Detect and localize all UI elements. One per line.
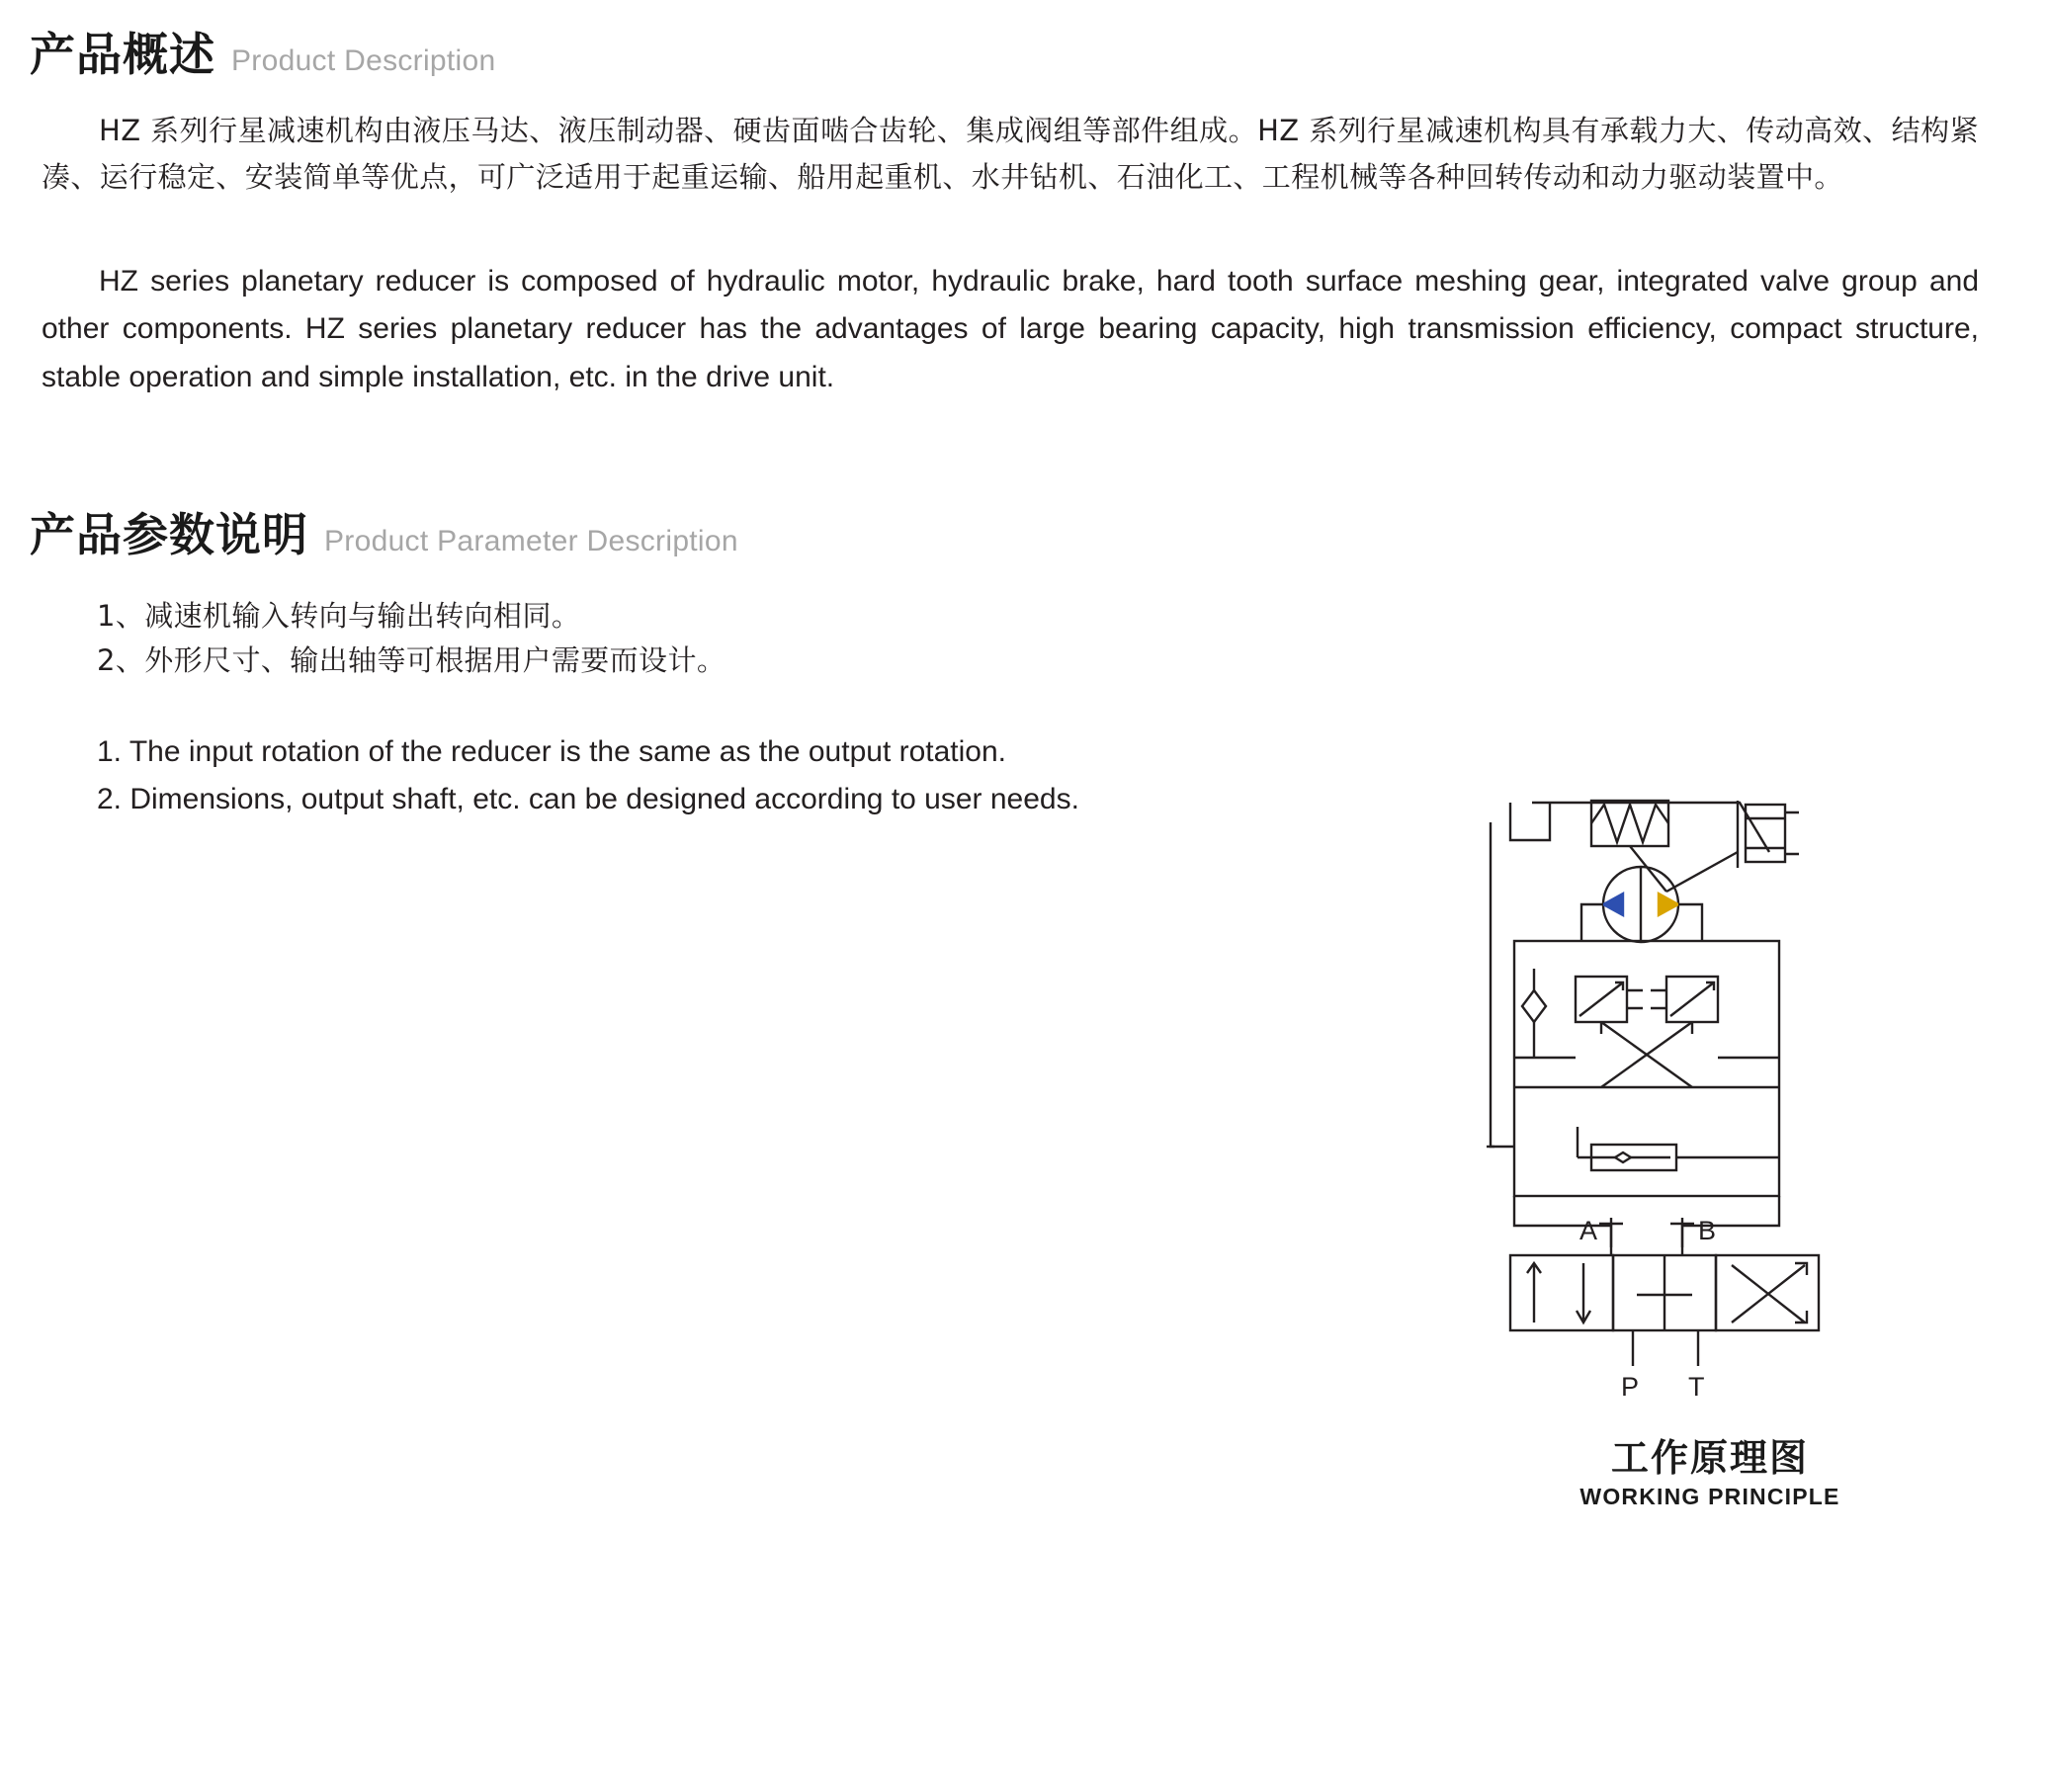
- hydraulic-schematic-svg: [1473, 761, 1947, 1413]
- parameter-item-cn-2: 2、外形尺寸、输出轴等可根据用户需要而设计。: [97, 642, 726, 677]
- description-paragraph-en: HZ series planetary reducer is composed of hydraulic motor, hydraulic brake, hard tooth surface meshing gear, integrated valve group and other components. HZ series planetary reducer has the advantages of large bearing capacity, high transmission efficiency, compact structure, stable operation and simple installation, etc. in the drive unit.: [42, 264, 1979, 393]
- parameter-title-en: Product Parameter Description: [324, 525, 738, 558]
- diagram-caption-en: WORKING PRINCIPLE: [1579, 1484, 1840, 1509]
- description-paragraph-cn: HZ 系列行星减速机构由液压马达、液压制动器、硬齿面啮合齿轮、集成阀组等部件组成。HZ 系列行星减速机构具有承载力大、传动高效、结构紧凑、运行稳定、安装简单等优点，可广泛适用于起重运输、船用起重机、水井钻机、石油化工、工程机械等各种回转传动和动力驱动装置中。: [42, 113, 1979, 194]
- page-title-en: Product Description: [231, 44, 496, 77]
- product-description-heading: [30, 30, 1989, 80]
- port-label-t: T: [1688, 1372, 1705, 1402]
- product-parameter-heading: [30, 510, 1989, 560]
- diagram-caption-cn: 工作原理图: [1610, 1436, 1809, 1480]
- port-label-a: A: [1579, 1216, 1598, 1245]
- parameter-item-en-2: 2. Dimensions, output shaft, etc. can be designed according to user needs.: [97, 783, 1079, 816]
- parameter-item-en-1: 1. The input rotation of the reducer is the same as the output rotation.: [97, 734, 1007, 768]
- section-product-description: [30, 30, 1989, 401]
- working-principle-diagram: [1433, 761, 1987, 1510]
- parameter-item-cn-1: 1、减速机输入转向与输出转向相同。: [97, 598, 581, 633]
- parameter-title-cn: 产品参数说明: [30, 508, 308, 562]
- port-label-b: B: [1698, 1216, 1717, 1245]
- page-title-cn: 产品概述: [30, 28, 215, 81]
- port-label-p: P: [1621, 1372, 1640, 1402]
